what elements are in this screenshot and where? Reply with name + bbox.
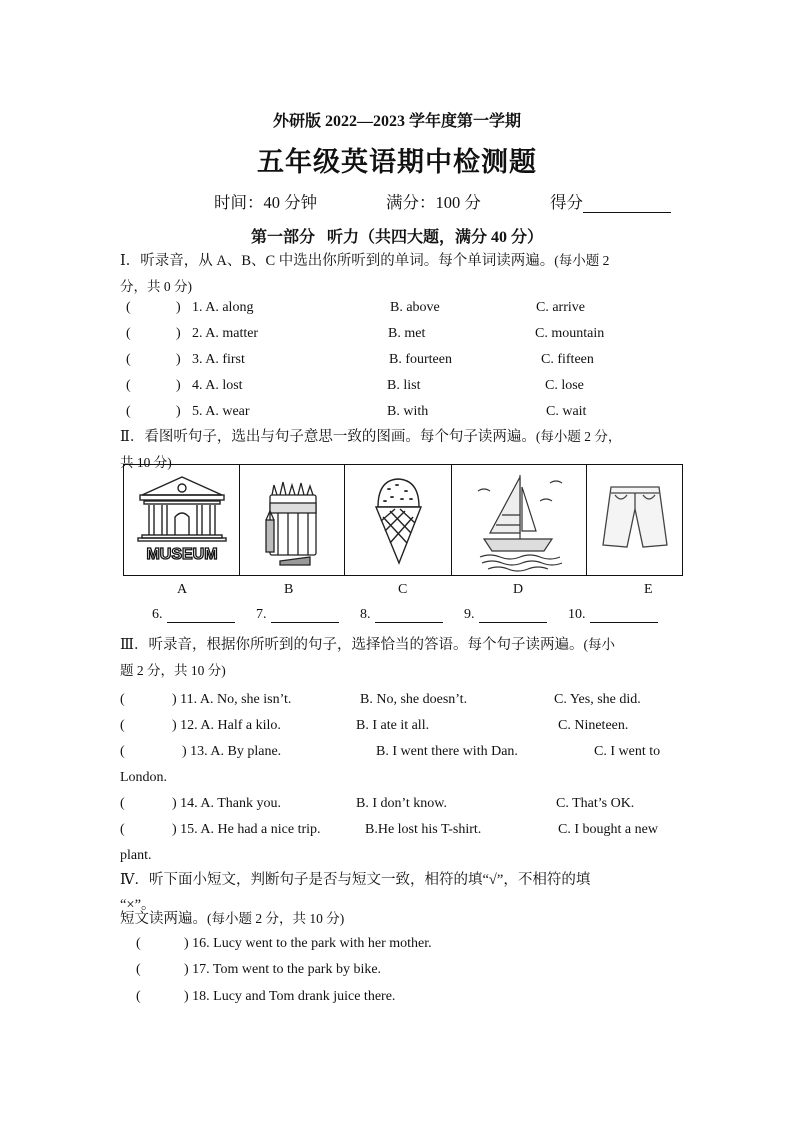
picture-sailboat [452, 465, 588, 575]
option-a: ) 12. A. Half a kilo. [172, 718, 281, 733]
option-c: C. arrive [536, 300, 585, 315]
museum-sign-text: MUSEUM [146, 546, 218, 563]
answer-bracket-open[interactable]: ( [136, 936, 141, 951]
answer-bracket-close: ) [176, 378, 181, 393]
answer-blank[interactable] [271, 608, 339, 623]
option-b: B.He lost his T-shirt. [365, 822, 482, 837]
option-a: 2. A. matter [192, 326, 259, 341]
answer-bracket-open[interactable]: ( [120, 796, 125, 811]
option-c: C. mountain [535, 326, 605, 341]
section3-title: Ⅲ．听录音，根据你所听到的句子，选择恰当的答语。每个句子读两遍。 [120, 637, 584, 653]
option-c: C. That’s OK. [556, 796, 635, 811]
option-c: C. I went to [594, 744, 661, 759]
option-b: B. No, she doesn’t. [360, 692, 468, 707]
crayons-icon [266, 482, 316, 565]
question-number: 10. [568, 607, 586, 622]
option-a: ) 14. A. Thank you. [172, 796, 282, 811]
exam-title: 五年级英语期中检测题 [257, 147, 537, 177]
picture-ice-cream [345, 465, 452, 575]
picture-crayons [240, 465, 346, 575]
statement-text: ) 16. Lucy went to the park with her mother. [184, 936, 432, 951]
section2-title: Ⅱ．看图听句子，选出与句子意思一致的图画。每个句子读两遍。 [120, 429, 536, 445]
option-a: 5. A. wear [192, 404, 250, 419]
option-a: 3. A. first [192, 352, 245, 367]
part1-heading [0, 224, 794, 247]
picture-label: D [513, 582, 524, 597]
option-a: ) 13. A. By plane. [182, 744, 282, 759]
option-a: 4. A. lost [192, 378, 243, 393]
picture-shorts [587, 465, 682, 575]
answer-blank[interactable] [479, 608, 547, 623]
answer-bracket-open[interactable]: ( [126, 326, 131, 341]
score-blank[interactable] [583, 196, 671, 213]
part1-title: 第一部分 [250, 229, 315, 246]
picture-label: E [644, 582, 653, 597]
q13-wrap-text: London. [120, 770, 168, 785]
answer-bracket-close: ) [176, 300, 181, 315]
answer-blank[interactable] [167, 608, 235, 623]
option-b: B. met [388, 326, 426, 341]
option-a: 1. A. along [192, 300, 254, 315]
option-c: C. I bought a new [558, 822, 658, 837]
section3-note-a: (每小 [583, 637, 615, 652]
option-c: C. lose [545, 378, 584, 393]
section1-note-a: (每小题 2 [554, 253, 610, 268]
option-b: B. fourteen [389, 352, 452, 367]
museum-icon [138, 477, 226, 541]
answer-bracket-open[interactable]: ( [120, 692, 125, 707]
section1-title: Ⅰ．听录音，从 A、B、C 中选出你所听到的单词。每个单词读两遍。 [120, 253, 555, 269]
section2-note-b: 共 10 分) [120, 455, 172, 470]
question-number: 7. [256, 607, 267, 622]
section4-title-b: “×”。 [120, 897, 156, 913]
exam-time: 时间：40 分钟 [214, 193, 318, 212]
section4-title: Ⅳ．听下面小短文，判断句子是否与短文一致，相符的填“√”，不相符的填 [120, 872, 591, 888]
picture-label: A [177, 582, 188, 597]
answer-blank-item[interactable] [256, 607, 339, 623]
statement-text: ) 18. Lucy and Tom drank juice there. [184, 989, 396, 1004]
answer-bracket-open[interactable]: ( [120, 718, 125, 733]
exam-full-score: 满分：100 分 [386, 193, 481, 212]
option-c: C. fifteen [541, 352, 594, 367]
score-field[interactable] [550, 189, 671, 213]
option-b: B. above [390, 300, 440, 315]
picture-museum [124, 465, 240, 575]
shorts-icon [603, 487, 667, 547]
answer-blank-item[interactable] [152, 607, 235, 623]
answer-blank-item[interactable] [464, 607, 547, 623]
section1-heading [120, 248, 680, 300]
answer-bracket-open[interactable]: ( [136, 962, 141, 977]
section4-note: (每小题 2 分，共 10 分) [207, 911, 345, 926]
option-c: C. wait [546, 404, 587, 419]
option-b: B. with [387, 404, 429, 419]
option-b: B. I don’t know. [356, 796, 447, 811]
answer-blank[interactable] [375, 608, 443, 623]
picture-label: B [284, 582, 294, 597]
answer-blank[interactable] [590, 608, 658, 623]
sailboat-icon [478, 475, 562, 571]
answer-bracket-close: ) [176, 326, 181, 341]
option-b: B. I went there with Dan. [376, 744, 518, 759]
answer-bracket-open[interactable]: ( [120, 822, 125, 837]
answer-bracket-open[interactable]: ( [126, 378, 131, 393]
question-number: 9. [464, 607, 475, 622]
section3-heading [120, 632, 680, 684]
question-number: 6. [152, 607, 163, 622]
answer-blank-item[interactable] [568, 607, 658, 623]
answer-bracket-open[interactable]: ( [126, 352, 131, 367]
answer-bracket-open[interactable]: ( [136, 989, 141, 1004]
answer-blank-item[interactable] [360, 607, 443, 623]
option-c: C. Nineteen. [558, 718, 629, 733]
answer-bracket-open[interactable]: ( [126, 404, 131, 419]
exam-edition-line: 外研版 2022—2023 学年度第一学期 [272, 113, 521, 130]
section2-note-a: (每小题 2 分， [535, 429, 622, 444]
option-b: B. I ate it all. [356, 718, 430, 733]
statement-text: ) 17. Tom went to the park by bike. [184, 962, 382, 977]
picture-label: C [398, 582, 408, 597]
question-number: 8. [360, 607, 371, 622]
section4-title-c: 短文读两遍。 [120, 911, 207, 927]
answer-bracket-open[interactable]: ( [126, 300, 131, 315]
option-a: ) 11. A. No, she isn’t. [172, 692, 292, 707]
ice-cream-icon [376, 479, 421, 563]
score-label: 得分 [550, 193, 583, 212]
section3-note-b: 题 2 分，共 10 分) [120, 663, 226, 678]
part1-subtitle: 听力（共四大题，满分 40 分） [327, 229, 544, 246]
section1-note-b: 分，共 0 分) [120, 279, 192, 294]
answer-bracket-close: ) [176, 352, 181, 367]
option-c: C. Yes, she did. [554, 692, 641, 707]
answer-bracket-close: ) [176, 404, 181, 419]
q15-wrap-text: plant. [120, 848, 152, 863]
option-b: B. list [387, 378, 421, 393]
picture-table [123, 464, 683, 576]
section4-subheading [120, 906, 680, 932]
answer-bracket-open[interactable]: ( [120, 744, 125, 759]
option-a: ) 15. A. He had a nice trip. [172, 822, 321, 837]
